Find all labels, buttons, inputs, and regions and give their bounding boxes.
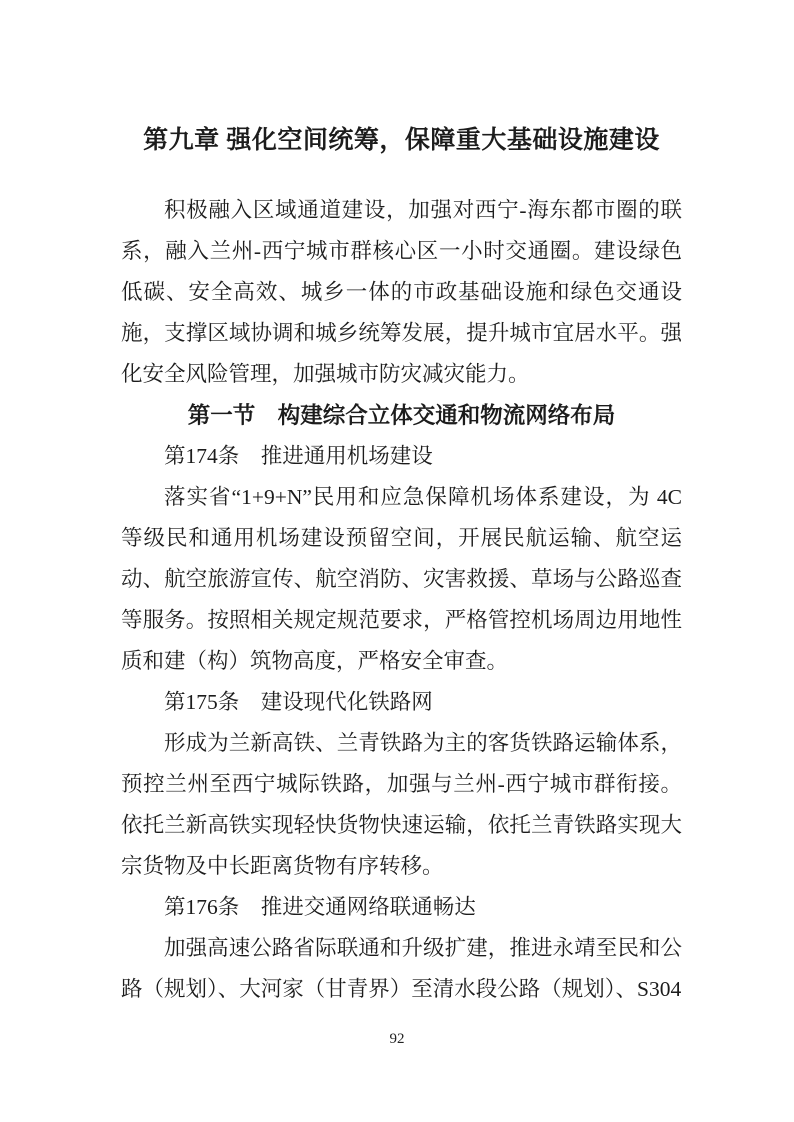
article-174-heading bbox=[121, 436, 682, 477]
article-175-number: 第175条 bbox=[164, 690, 240, 714]
chapter-title: 第九章 强化空间统筹，保障重大基础设施建设 bbox=[143, 127, 660, 154]
article-174-body: 落实省“1+9+N”民用和应急保障机场体系建设，为 4C 等级民和通用机场建设预留空间，开展民航运输、航空运动、航空旅游宣传、航空消防、灾害救援、草场与公路巡查等服务。按照相关规定规范要求，严格管控机场周边用地性质和建（构）筑物高度，严格安全审查。 bbox=[121, 485, 682, 673]
article-176-heading bbox=[121, 887, 682, 928]
section-number: 第一节 bbox=[187, 403, 256, 428]
article-175-body: 形成为兰新高铁、兰青铁路为主的客货铁路运输体系，预控兰州至西宁城际铁路，加强与兰州-西宁城市群衔接。依托兰新高铁实现轻快货物快速运输，依托兰青铁路实现大宗货物及中长距离货物有序转移。 bbox=[121, 731, 682, 878]
article-175-heading bbox=[121, 682, 682, 723]
article-174-number: 第174条 bbox=[164, 444, 240, 468]
section-title-text: 构建综合立体交通和物流网络布局 bbox=[277, 403, 616, 428]
intro-paragraph: 积极融入区域通道建设，加强对西宁-海东都市圈的联系，融入兰州-西宁城市群核心区一小时交通圈。建设绿色低碳、安全高效、城乡一体的市政基础设施和绿色交通设施，支撑区域协调和城乡统筹发展，提升城市宜居水平。强化安全风险管理，加强城市防灾减灾能力。 bbox=[121, 198, 682, 386]
article-176-title-text: 推进交通网络联通畅达 bbox=[260, 895, 476, 919]
page-number: 92 bbox=[389, 1031, 405, 1047]
article-176-number: 第176条 bbox=[164, 895, 240, 919]
article-176-body: 加强高速公路省际联通和升级扩建，推进永靖至民和公路（规划）、大河家（甘青界）至清水段公路（规划）、S304 bbox=[121, 936, 682, 1001]
page-content bbox=[121, 118, 682, 1010]
section-title bbox=[121, 395, 682, 436]
article-174-title-text: 推进通用机场建设 bbox=[260, 444, 433, 468]
article-175-title-text: 建设现代化铁路网 bbox=[260, 690, 433, 714]
